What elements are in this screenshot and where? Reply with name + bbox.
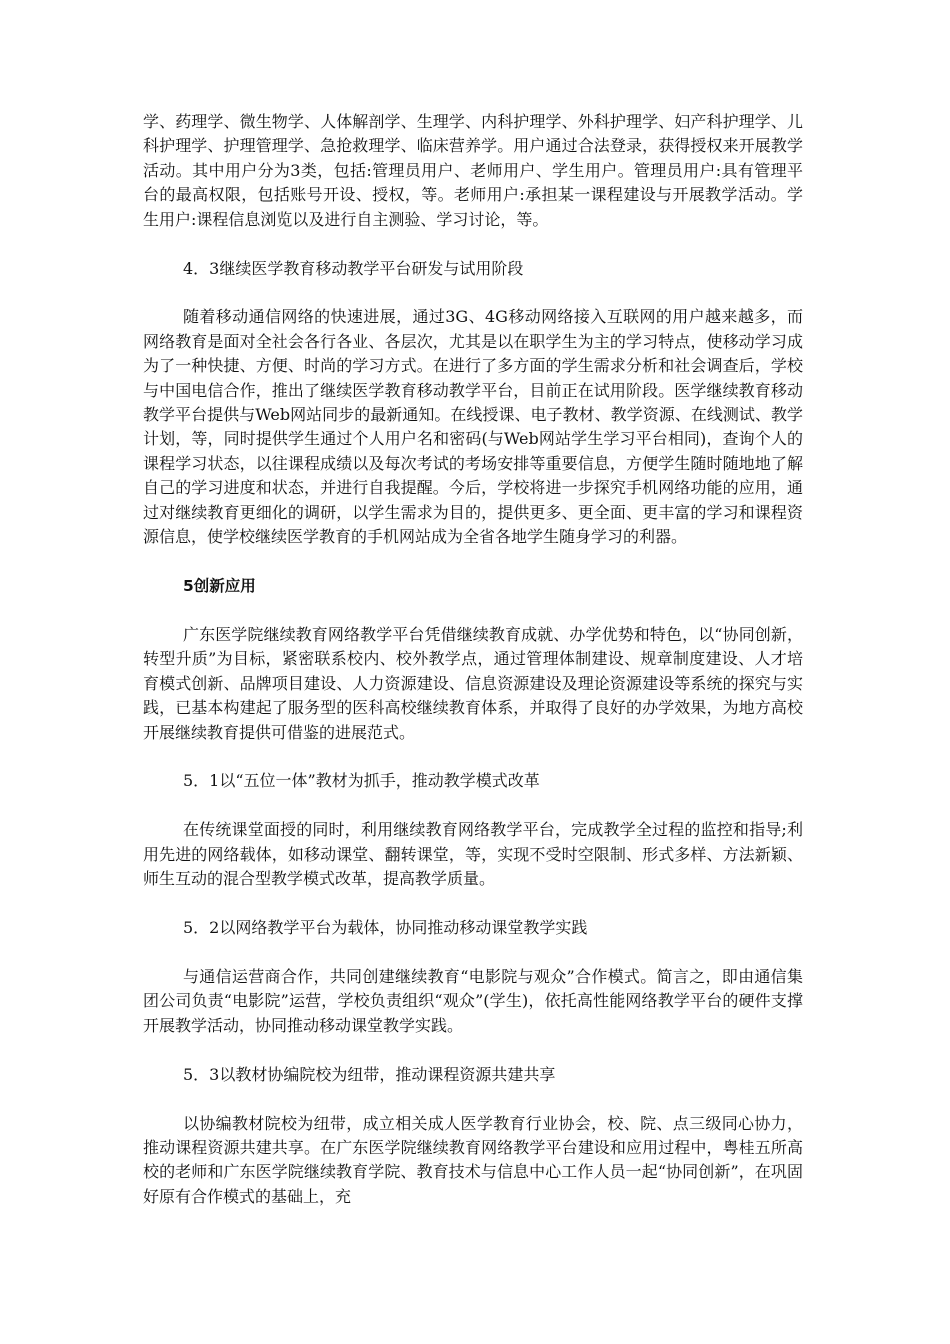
paragraph-continued: 学、药理学、微生物学、人体解剖学、生理学、内科护理学、外科护理学、妇产科护理学、儿科护理学、护理管理学、急抢救理学、临床营养学。用户通过合法登录，获得授权来开展教学活动。其中用户分为3类，包括:管理员用户、老师用户、学生用户。管理员用户:具有管理平台的最高权限，包括账号开设、授权，等。老师用户:承担某一课程建设与开展教学活动。学生用户:课程信息浏览以及进行自主测验、学习讨论，等。	[143, 112, 803, 229]
spacer	[143, 940, 803, 965]
spacer	[143, 1087, 803, 1112]
paragraph-5: 广东医学院继续教育网络教学平台凭借继续教育成就、办学优势和特色，以“协同创新，转型升质”为目标，紧密联系校内、校外教学点，通过管理体制建设、规章制度建设、人才培育模式创新、品牌项目建设、人力资源建设、信息资源建设及理论资源建设等系统的探究与实践，已基本构建起了服务型的医科高校继续教育体系，并取得了良好的办学效果，为地方高校开展继续教育提供可借鉴的进展范式。	[143, 624, 803, 742]
section-heading-5-3: 5．3以教材协编院校为纽带，推动课程资源共建共享	[183, 1064, 556, 1084]
section-heading-5-1: 5．1以“五位一体”教材为抓手，推动教学模式改革	[183, 771, 540, 791]
spacer	[143, 1038, 803, 1063]
paragraph-4-3: 随着移动通信网络的快速进展，通过3G、4G移动网络接入互联网的用户越来越多，而网络教育是面对全社会各行各业、各层次，尤其是以在职学生为主的学习特点，使移动学习成为了一种快捷、方便、时尚的学习方式。在进行了多方面的学生需求分析和社会调查后，学校与中国电信合作，推出了继续医学教育移动教学平台，目前正在试用阶段。医学继续教育移动教学平台提供与Web网站同步的最新通知。在线授课、电子教材、教学资源、在线测试、教学计划，等，同时提供学生通过个人用户名和密码(与Web网站学生学习平台相同)，查询个人的课程学习状态，以往课程成绩以及每次考试的考场安排等重要信息，方便学生随时随地地了解自己的学习进度和状态，并进行自我提醒。今后，学校将进一步探究手机网络功能的应用，通过对继续教育更细化的调研，以学生需求为目的，提供更多、更全面、更丰富的学习和课程资源信息，使学校继续医学教育的手机网站成为全省各地学生随身学习的利器。	[143, 307, 803, 547]
section-heading-5: 5创新应用	[183, 577, 256, 595]
paragraph-5-1: 在传统课堂面授的同时，利用继续教育网络教学平台，完成教学全过程的监控和指导;利用先进的网络载体，如移动课堂、翻转课堂，等，实现不受时空限制、形式多样、方法新颖、师生互动的混合型教学模式改革，提高教学质量。	[143, 820, 803, 889]
spacer	[143, 281, 803, 306]
spacer	[143, 232, 803, 257]
section-heading-5-2: 5．2以网络教学平台为载体，协同推动移动课堂教学实践	[183, 918, 588, 938]
spacer	[143, 745, 803, 770]
spacer	[143, 892, 803, 917]
paragraph-5-3: 以协编教材院校为纽带，成立相关成人医学教育行业协会，校、院、点三级同心协力，推动课程资源共建共享。在广东医学院继续教育网络教学平台建设和应用过程中，粤桂五所高校的老师和广东医学院继续教育学院、教育技术与信息中心工作人员一起“协同创新”，在巩固好原有合作模式的基础上，充	[143, 1113, 803, 1206]
section-heading-4-3: 4．3继续医学教育移动教学平台研发与试用阶段	[183, 258, 524, 278]
spacer	[143, 794, 803, 819]
spacer	[143, 598, 803, 623]
document-page	[143, 110, 803, 1209]
paragraph-5-2: 与通信运营商合作，共同创建继续教育“电影院与观众”合作模式。简言之，即由通信集团公司负责“电影院”运营，学校负责组织“观众”(学生)，依托高性能网络教学平台的硬件支撑开展教学活动，协同推动移动课堂教学实践。	[143, 966, 803, 1035]
spacer	[143, 550, 803, 575]
